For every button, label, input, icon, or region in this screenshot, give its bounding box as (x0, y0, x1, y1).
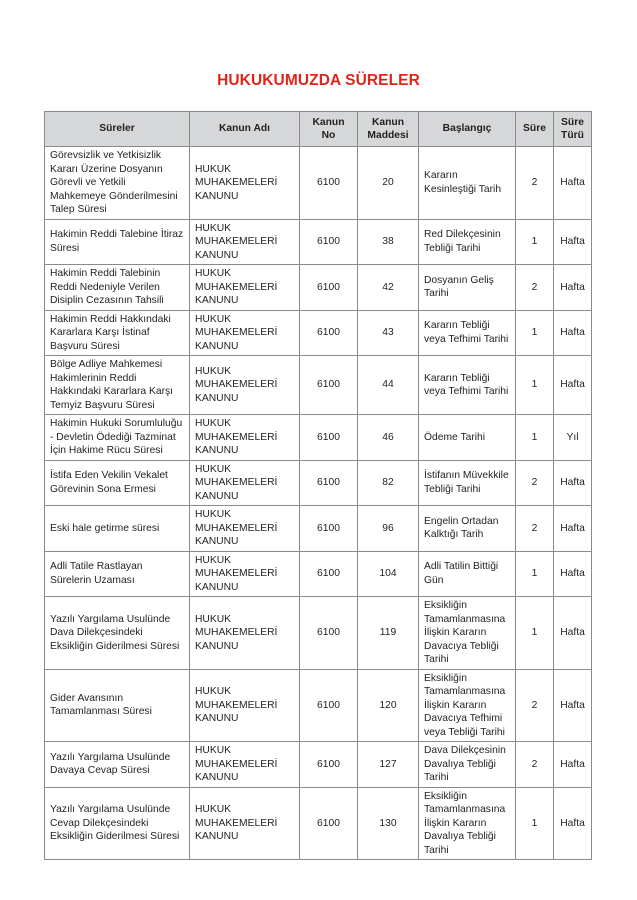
article-cell: 82 (358, 460, 419, 506)
article-cell: 43 (358, 310, 419, 356)
duration-type-cell: Hafta (554, 506, 592, 552)
law-number-cell: 6100 (300, 506, 358, 552)
article-cell: 119 (358, 597, 419, 670)
duration-cell: 1 (516, 310, 554, 356)
duration-cell: 2 (516, 742, 554, 788)
deadline-name-cell: Yazılı Yargılama Usulünde Cevap Dilekçesindeki Eksikliğin Giderilmesi Süresi (45, 787, 190, 860)
duration-type-cell: Hafta (554, 597, 592, 670)
start-cell: Ödeme Tarihi (419, 415, 516, 461)
duration-type-cell: Hafta (554, 219, 592, 265)
table-row (45, 742, 592, 788)
law-name-cell: HUKUK MUHAKEMELERİ KANUNU (190, 219, 300, 265)
law-name-cell: HUKUK MUHAKEMELERİ KANUNU (190, 265, 300, 311)
law-name-cell: HUKUK MUHAKEMELERİ KANUNU (190, 742, 300, 788)
duration-cell: 2 (516, 506, 554, 552)
law-name-cell: HUKUK MUHAKEMELERİ KANUNU (190, 669, 300, 742)
column-header: Kanun Maddesi (358, 112, 419, 147)
law-number-cell: 6100 (300, 742, 358, 788)
law-number-cell: 6100 (300, 147, 358, 220)
deadline-name-cell: Görevsizlik ve Yetkisizlik Kararı Üzerine Dosyanın Görevli ve Yetkili Mahkemeye Gönderilmesini Talep Süresi (45, 147, 190, 220)
law-name-cell: HUKUK MUHAKEMELERİ KANUNU (190, 460, 300, 506)
table-row (45, 356, 592, 415)
article-cell: 38 (358, 219, 419, 265)
table-row (45, 310, 592, 356)
start-cell: Red Dilekçesinin Tebliği Tarihi (419, 219, 516, 265)
table-header-row (45, 112, 592, 147)
duration-cell: 2 (516, 265, 554, 311)
start-cell: İstifanın Müvekkile Tebliği Tarihi (419, 460, 516, 506)
law-number-cell: 6100 (300, 415, 358, 461)
duration-type-cell: Hafta (554, 460, 592, 506)
start-cell: Dosyanın Geliş Tarihi (419, 265, 516, 311)
article-cell: 127 (358, 742, 419, 788)
duration-type-cell: Hafta (554, 310, 592, 356)
deadline-name-cell: Bölge Adliye Mahkemesi Hakimlerinin Reddi Hakkındaki Kararlara Karşı Temyiz Başvuru Süresi (45, 356, 190, 415)
table-row (45, 506, 592, 552)
start-cell: Dava Dilekçesinin Davalıya Tebliği Tarihi (419, 742, 516, 788)
law-name-cell: HUKUK MUHAKEMELERİ KANUNU (190, 787, 300, 860)
column-header: Kanun No (300, 112, 358, 147)
deadline-name-cell: Hakimin Hukuki Sorumluluğu - Devletin Ödediği Tazminat İçin Hakime Rücu Süresi (45, 415, 190, 461)
table-row (45, 669, 592, 742)
table-row (45, 415, 592, 461)
law-name-cell: HUKUK MUHAKEMELERİ KANUNU (190, 147, 300, 220)
column-header: Kanun Adı (190, 112, 300, 147)
law-number-cell: 6100 (300, 551, 358, 597)
start-cell: Kararın Kesinleştiği Tarih (419, 147, 516, 220)
deadline-name-cell: Hakimin Reddi Talebine İtiraz Süresi (45, 219, 190, 265)
law-number-cell: 6100 (300, 310, 358, 356)
law-name-cell: HUKUK MUHAKEMELERİ KANUNU (190, 551, 300, 597)
table-row (45, 219, 592, 265)
duration-cell: 1 (516, 219, 554, 265)
duration-cell: 2 (516, 669, 554, 742)
table-row (45, 787, 592, 860)
duration-type-cell: Hafta (554, 742, 592, 788)
duration-cell: 2 (516, 147, 554, 220)
deadline-name-cell: Hakimin Reddi Hakkındaki Kararlara Karşı İstinaf Başvuru Süresi (45, 310, 190, 356)
duration-cell: 2 (516, 460, 554, 506)
article-cell: 104 (358, 551, 419, 597)
start-cell: Eksikliğin Tamamlanmasına İlişkin Kararın Davacıya Tebliği Tarihi (419, 597, 516, 670)
duration-cell: 1 (516, 787, 554, 860)
duration-type-cell: Hafta (554, 147, 592, 220)
column-header: Süre (516, 112, 554, 147)
deadline-name-cell: İstifa Eden Vekilin Vekalet Görevinin Sona Ermesi (45, 460, 190, 506)
table-row (45, 551, 592, 597)
deadline-name-cell: Eski hale getirme süresi (45, 506, 190, 552)
article-cell: 130 (358, 787, 419, 860)
duration-type-cell: Hafta (554, 669, 592, 742)
law-number-cell: 6100 (300, 356, 358, 415)
duration-type-cell: Hafta (554, 356, 592, 415)
law-number-cell: 6100 (300, 597, 358, 670)
table-row (45, 147, 592, 220)
start-cell: Eksikliğin Tamamlanmasına İlişkin Kararın Davalıya Tebliği Tarihi (419, 787, 516, 860)
law-name-cell: HUKUK MUHAKEMELERİ KANUNU (190, 506, 300, 552)
law-number-cell: 6100 (300, 460, 358, 506)
duration-cell: 1 (516, 551, 554, 597)
table-row (45, 597, 592, 670)
duration-type-cell: Hafta (554, 787, 592, 860)
deadline-name-cell: Adli Tatile Rastlayan Sürelerin Uzaması (45, 551, 190, 597)
table-row (45, 460, 592, 506)
deadline-name-cell: Yazılı Yargılama Usulünde Davaya Cevap Süresi (45, 742, 190, 788)
law-number-cell: 6100 (300, 787, 358, 860)
article-cell: 42 (358, 265, 419, 311)
duration-type-cell: Yıl (554, 415, 592, 461)
start-cell: Engelin Ortadan Kalktığı Tarih (419, 506, 516, 552)
law-number-cell: 6100 (300, 219, 358, 265)
law-name-cell: HUKUK MUHAKEMELERİ KANUNU (190, 356, 300, 415)
article-cell: 46 (358, 415, 419, 461)
column-header: Süreler (45, 112, 190, 147)
duration-cell: 1 (516, 356, 554, 415)
start-cell: Eksikliğin Tamamlanmasına İlişkin Kararın Davacıya Tefhimi veya Tebliği Tarihi (419, 669, 516, 742)
law-name-cell: HUKUK MUHAKEMELERİ KANUNU (190, 597, 300, 670)
law-name-cell: HUKUK MUHAKEMELERİ KANUNU (190, 310, 300, 356)
article-cell: 120 (358, 669, 419, 742)
law-name-cell: HUKUK MUHAKEMELERİ KANUNU (190, 415, 300, 461)
article-cell: 44 (358, 356, 419, 415)
duration-cell: 1 (516, 415, 554, 461)
duration-type-cell: Hafta (554, 551, 592, 597)
start-cell: Adli Tatilin Bittiği Gün (419, 551, 516, 597)
start-cell: Kararın Tebliği veya Tefhimi Tarihi (419, 310, 516, 356)
duration-cell: 1 (516, 597, 554, 670)
column-header: Süre Türü (554, 112, 592, 147)
article-cell: 96 (358, 506, 419, 552)
deadline-name-cell: Gider Avansının Tamamlanması Süresi (45, 669, 190, 742)
law-number-cell: 6100 (300, 669, 358, 742)
deadline-name-cell: Hakimin Reddi Talebinin Reddi Nedeniyle Verilen Disiplin Cezasının Tahsili (45, 265, 190, 311)
column-header: Başlangıç (419, 112, 516, 147)
page-title: HUKUKUMUZDA SÜRELER (217, 72, 420, 89)
article-cell: 20 (358, 147, 419, 220)
table-row (45, 265, 592, 311)
deadline-name-cell: Yazılı Yargılama Usulünde Dava Dilekçesindeki Eksikliğin Giderilmesi Süresi (45, 597, 190, 670)
law-number-cell: 6100 (300, 265, 358, 311)
deadlines-table (44, 111, 592, 860)
duration-type-cell: Hafta (554, 265, 592, 311)
start-cell: Kararın Tebliği veya Tefhimi Tarihi (419, 356, 516, 415)
